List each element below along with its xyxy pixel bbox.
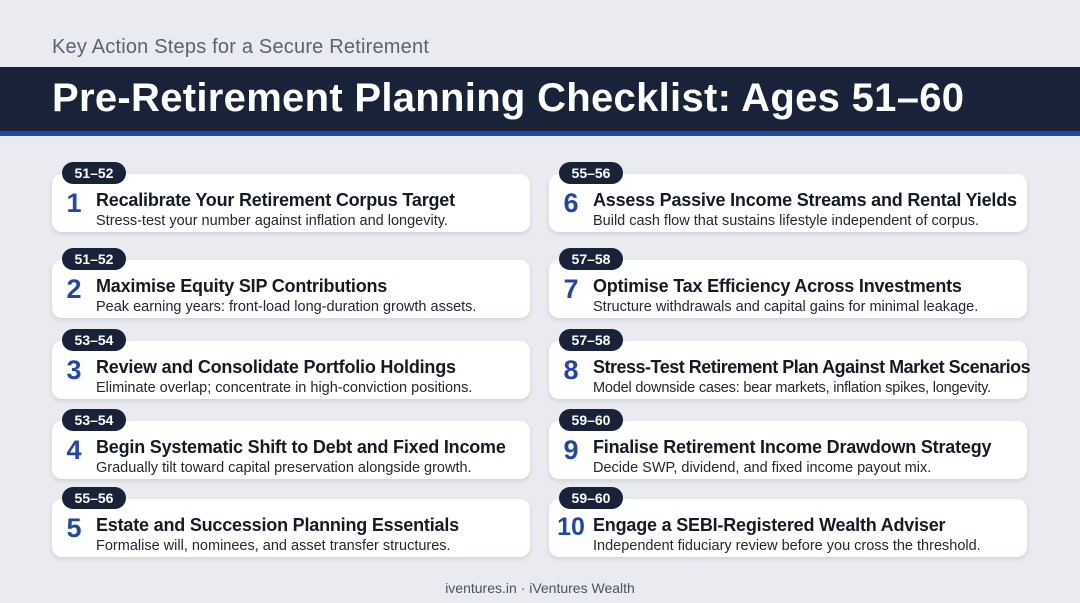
step-title: Begin Systematic Shift to Debt and Fixed Income xyxy=(96,437,506,457)
step-number: 3 xyxy=(66,355,82,385)
footer-credit: iventures.in · iVentures Wealth xyxy=(445,580,635,596)
checklist-item-10 xyxy=(549,491,1027,557)
step-description: Decide SWP, dividend, and fixed income payout mix. xyxy=(593,460,932,476)
checklist-card xyxy=(549,499,1027,557)
step-description: Model downside cases: bear markets, inflation spikes, longevity. xyxy=(593,380,991,396)
step-number: 6 xyxy=(563,188,579,218)
step-description: Peak earning years: front-load long-duration growth assets. xyxy=(96,299,477,315)
age-badge: 57–58 xyxy=(559,248,623,270)
checklist-item-8 xyxy=(549,332,1031,399)
step-title: Engage a SEBI-Registered Wealth Adviser xyxy=(593,515,946,535)
step-title: Stress-Test Retirement Plan Against Market Scenarios xyxy=(593,357,1031,377)
step-description: Independent fiduciary review before you cross the threshold. xyxy=(593,538,981,554)
step-title: Recalibrate Your Retirement Corpus Target xyxy=(96,190,455,210)
age-badge: 59–60 xyxy=(559,409,623,431)
checklist-card xyxy=(52,174,530,232)
age-badge: 53–54 xyxy=(62,409,126,431)
age-badge: 57–58 xyxy=(559,329,623,351)
step-description: Build cash flow that sustains lifestyle independent of corpus. xyxy=(593,213,980,229)
checklist-item-7 xyxy=(549,252,1027,318)
age-badge: 59–60 xyxy=(559,487,623,509)
checklist-card xyxy=(549,260,1027,318)
step-title: Finalise Retirement Income Drawdown Strategy xyxy=(593,437,992,457)
checklist-card xyxy=(549,174,1027,232)
step-title: Estate and Succession Planning Essentials xyxy=(96,515,459,535)
step-description: Structure withdrawals and capital gains for minimal leakage. xyxy=(593,299,979,315)
step-number: 2 xyxy=(66,274,82,304)
checklist-card xyxy=(52,421,530,479)
step-description: Formalise will, nominees, and asset transfer structures. xyxy=(96,538,451,554)
checklist-card xyxy=(52,341,530,399)
age-badge: 53–54 xyxy=(62,329,126,351)
checklist-card xyxy=(549,341,1031,399)
title-banner xyxy=(0,67,1080,136)
step-title: Maximise Equity SIP Contributions xyxy=(96,276,388,296)
page-subtitle: Key Action Steps for a Secure Retirement xyxy=(52,36,430,58)
age-badge: 55–56 xyxy=(62,487,126,509)
step-description: Stress-test your number against inflation and longevity. xyxy=(96,213,448,229)
checklist-item-6 xyxy=(549,166,1027,232)
step-title: Assess Passive Income Streams and Rental Yields xyxy=(593,190,1017,210)
checklist-item-4 xyxy=(52,413,530,479)
step-description: Eliminate overlap; concentrate in high-conviction positions. xyxy=(96,380,473,396)
step-number: 10 xyxy=(557,513,585,541)
checklist-card xyxy=(52,260,530,318)
checklist-card xyxy=(52,499,530,557)
checklist-item-2 xyxy=(52,252,530,318)
step-title: Review and Consolidate Portfolio Holdings xyxy=(96,357,456,377)
checklist-item-5 xyxy=(52,491,530,557)
step-number: 1 xyxy=(66,188,82,218)
step-description: Gradually tilt toward capital preservation alongside growth. xyxy=(96,460,472,476)
age-badge: 51–52 xyxy=(62,248,126,270)
checklist-item-9 xyxy=(549,413,1027,479)
step-title: Optimise Tax Efficiency Across Investments xyxy=(593,276,962,296)
page-title: Pre-Retirement Planning Checklist: Ages 51–60 xyxy=(52,76,965,120)
checklist-item-3 xyxy=(52,333,530,399)
step-number: 7 xyxy=(563,274,579,304)
checklist-item-1 xyxy=(52,166,530,232)
checklist-card xyxy=(549,421,1027,479)
step-number: 4 xyxy=(66,435,82,465)
age-badge: 51–52 xyxy=(62,162,126,184)
step-number: 8 xyxy=(563,355,579,385)
step-number: 9 xyxy=(563,435,579,465)
age-badge: 55–56 xyxy=(559,162,623,184)
step-number: 5 xyxy=(66,513,82,543)
